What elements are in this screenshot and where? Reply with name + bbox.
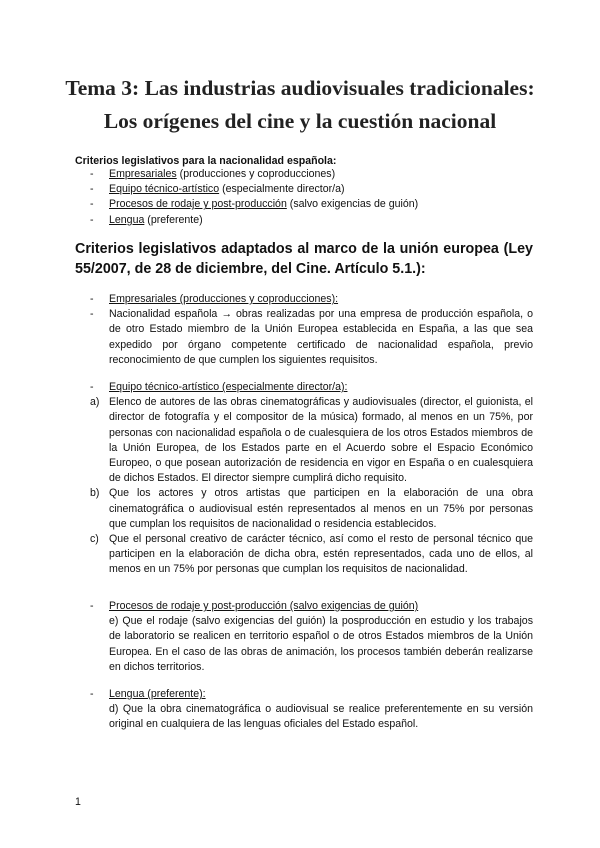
bullet-dash: -	[90, 198, 94, 211]
criteria-list	[75, 167, 535, 228]
item-letter: b)	[90, 487, 100, 500]
item-text: Nacionalidad española → obras realizadas por una empresa de producción española, o de otro Estado miembro de la Unión Europea establecida en España, a las que sea expedido por órgano competente certificado de nacionalidad española, previo reconocimiento de que cumplen los siguientes requisitos.	[109, 308, 533, 366]
bullet-dash: -	[90, 293, 94, 305]
section-paragraph: e) Que el rodaje (salvo exigencias del guión) la posproducción en estudio y los trabajos de laboratorio se realicen en territorio español o de otros Estados miembros de la Unión Europea. En el caso de las obras de animación, los procesos también deberán realizarse en dichos territorios.	[109, 615, 533, 673]
list-item	[75, 307, 533, 368]
list-item	[75, 395, 533, 486]
item-letter: c)	[90, 533, 99, 546]
page-number: 1	[75, 796, 81, 808]
item-text: Que los actores y otros artistas que participen en la elaboración de una obra cinematográfica o audiovisual estén representados al menos en un 75% por personas que cumplan los requisitos de nacionalidad o residencia establecidos.	[109, 487, 533, 530]
bullet-dash: -	[90, 688, 94, 700]
criterion-procesos: Procesos de rodaje y post-producción	[109, 198, 287, 211]
item-letter: a)	[90, 396, 100, 409]
criterion-detail: (producciones y coproducciones)	[176, 168, 336, 180]
list-item	[75, 213, 535, 228]
title-line-2: Los orígenes del cine y la cuestión nacional	[103, 109, 497, 133]
criterion-detail: (especialmente director/a)	[219, 183, 345, 196]
section-lengua	[75, 687, 533, 733]
section-paragraph: d) Que la obra cinematográfica o audiovisual se realice preferentemente en su versión original en cualquiera de las lenguas oficiales del Estado español.	[109, 703, 533, 731]
section-heading-text: Lengua (preferente):	[109, 688, 206, 700]
bullet-dash: -	[90, 308, 94, 321]
section-heading-text: Empresariales (producciones y coproducciones):	[109, 293, 339, 305]
criterion-detail: (preferente)	[144, 213, 203, 226]
section-heading	[75, 599, 533, 614]
bullet-dash: -	[90, 213, 94, 226]
list-item	[75, 532, 533, 578]
eu-criteria-heading: Criterios legislativos adaptados al marco de la unión europea (Ley 55/2007, de 28 de diciembre, del Cine. Artículo 5.1.):	[75, 241, 533, 277]
section-heading	[75, 380, 533, 395]
title-line-1: Tema 3: Las industrias audiovisuales tradicionales:	[65, 76, 535, 100]
bullet-dash: -	[90, 168, 94, 180]
criterion-equipo: Equipo técnico-artístico	[109, 183, 220, 196]
list-item	[75, 486, 533, 532]
section-equipo	[75, 380, 533, 578]
section-heading-text: Procesos de rodaje y post-producción (salvo exigencias de guión)	[109, 600, 419, 612]
page-title	[40, 72, 560, 138]
bullet-dash: -	[90, 183, 94, 196]
bullet-dash: -	[90, 600, 94, 612]
list-item	[75, 197, 535, 212]
item-text: Que el personal creativo de carácter técnico, así como el resto de personal técnico que participen en la elaboración de dicha obra, estén representados, cada uno de ellos, al menos en un 75% por personas que cumplan los requisitos de nacionalidad.	[109, 533, 533, 576]
section-heading	[75, 687, 533, 702]
criteria-heading: Criterios legislativos para la nacionalidad española:	[75, 155, 337, 167]
criterion-lengua: Lengua	[109, 213, 145, 226]
section-procesos	[75, 599, 533, 675]
section-heading	[75, 292, 533, 307]
list-item	[75, 182, 535, 197]
bullet-dash: -	[90, 381, 94, 393]
criterion-detail: (salvo exigencias de guión)	[286, 198, 419, 211]
section-heading-text: Equipo técnico-artístico (especialmente director/a):	[109, 381, 348, 393]
list-item	[75, 167, 535, 182]
item-text: Elenco de autores de las obras cinematográficas y audiovisuales (director, el guionista, el director de fotografía y el compositor de la música) formado, al menos en un 75%, por personas con nacionalidad española o de cualesquiera de los otros Estados miembros de la Unión Europea, de los Estados parte en el Acuerdo sobre el Espacio Económico Europeo, o que posean autorización de residencia en vigor en España o en cualesquiera de dichos Estados. El director siempre cumplirá dicho requisito.	[109, 396, 533, 485]
section-empresariales	[75, 292, 533, 368]
criterion-empresariales: Empresariales	[109, 168, 177, 180]
